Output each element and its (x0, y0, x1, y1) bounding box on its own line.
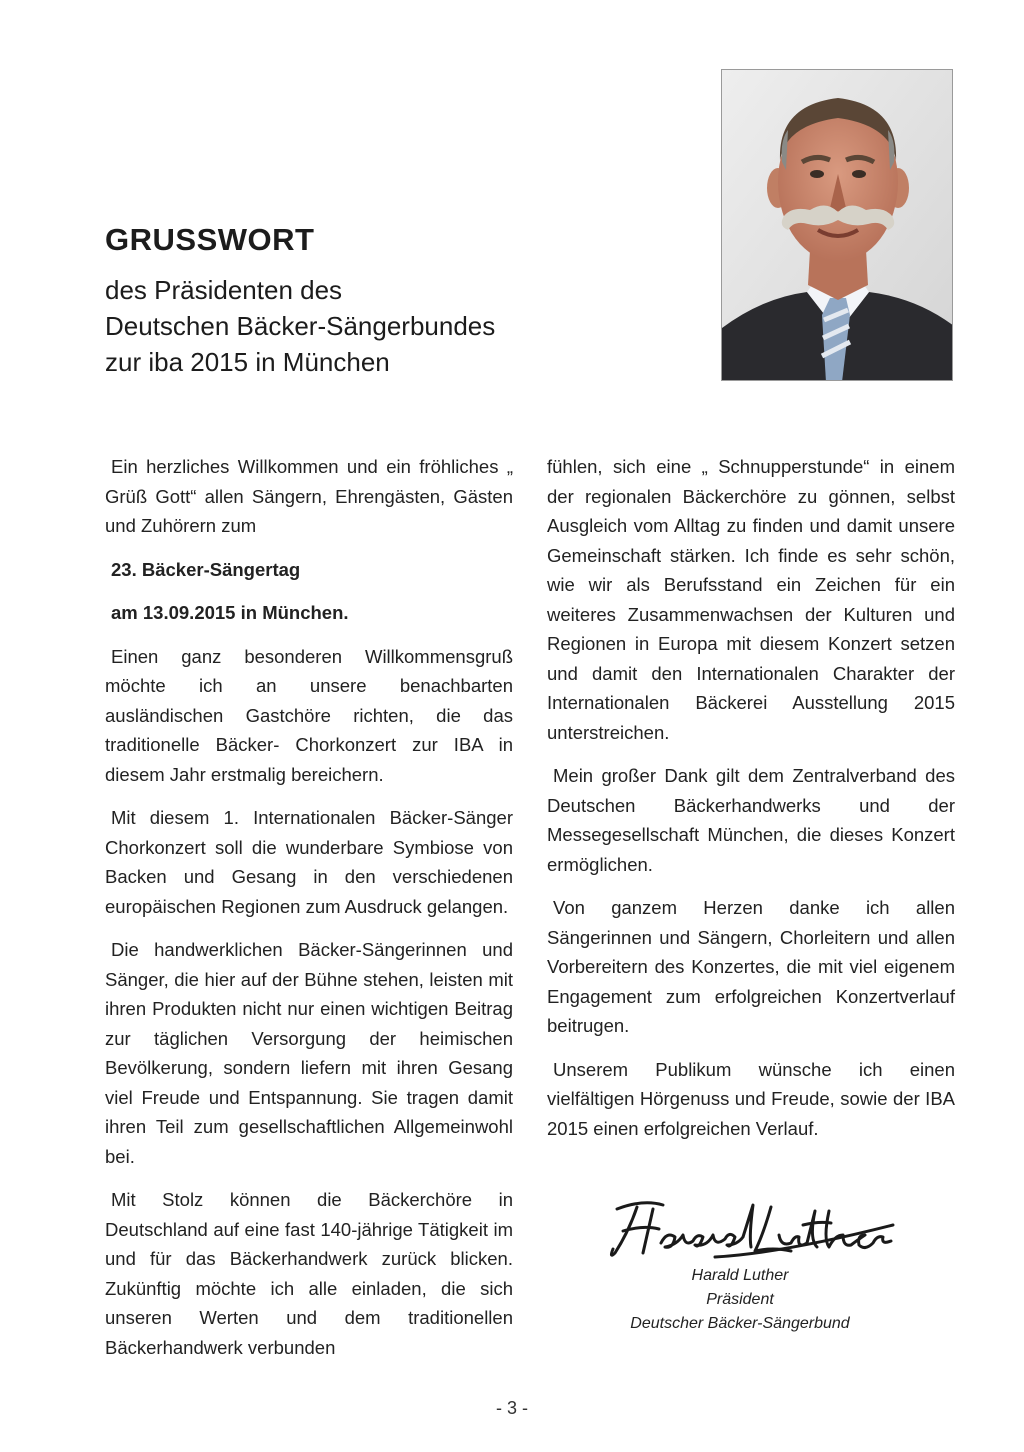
paragraph: Von ganzem Herzen danke ich allen Sängerinnen und Sängern, Chorleitern und allen Vorbereitern des Konzertes, die mit viel eigenem Engagement zum erfolgreichen Konzertverlauf beitrugen. (547, 897, 955, 1036)
portrait-photo (721, 69, 953, 381)
subtitle-line: des Präsidenten des (105, 275, 343, 305)
right-column (547, 452, 955, 1157)
signer-organization: Deutscher Bäcker-Sängerbund (630, 1315, 850, 1332)
paragraph-intro: Ein herzliches Willkommen und ein fröhliches „ Grüß Gott“ allen Sängern, Ehrengästen, Gästen und Zuhörern zum (105, 456, 513, 536)
paragraph: Mein großer Dank gilt dem Zentralverband des Deutschen Bäckerhandwerks und der Messegesellschaft München, die dieses Konzert ermöglichen. (547, 765, 955, 875)
paragraph: Die handwerklichen Bäcker-Sängerinnen und Sänger, die hier auf der Bühne stehen, leisten mit ihren Produkten nicht nur einen wichtigen Beitrag zur täglichen Versorgung der heimischen Bevölkerung, sondern liefern mit ihren Gesang viel Freude und Entspannung. Sie tragen damit ihren Teil zum gesellschaftlichen Allgemeinwohl bei. (105, 939, 513, 1167)
page-number: - 3 - (495, 1398, 528, 1418)
paragraph-continued: fühlen, sich eine „ Schnupperstunde“ in einem der regionalen Bäckerchöre zu gönnen, selbst Ausgleich vom Alltag zu finden und damit unsere Gemeinschaft stärken. Ich finde es sehr schön, wie wir als Berufsstand ein Zeichen für ein weiteres Zusammenwachsen der Kulturen und Regionen in Europa mit diesem Konzert setzen und damit den Internationalen Charakter der Internationalen Bäckerei Ausstellung 2015 unterstreichen. (547, 456, 955, 743)
signer-name: Harald Luther (691, 1267, 789, 1284)
paragraph: Unserem Publikum wünsche ich einen vielfältigen Hörgenuss und Freude, sowie der IBA 2015 einen erfolgreichen Verlauf. (547, 1058, 955, 1139)
paragraph: Einen ganz besonderen Willkommensgruß möchte ich an unsere benachbarten ausländischen Gastchöre richten, die das traditionelle Bäcker- Chorkonzert zur IBA in diesem Jahr erstmalig bereichern. (105, 645, 513, 785)
event-date-location: am 13.09.2015 in München. (111, 602, 349, 623)
paragraph: Mit diesem 1. Internationalen Bäcker-Sänger Chorkonzert soll die wunderbare Symbiose von Backen und Gesang in den verschiedenen europäischen Regionen zum Ausdruck gelangen. (105, 807, 513, 917)
left-column (105, 452, 513, 1376)
signature-block (560, 1264, 920, 1336)
signer-role: Präsident (706, 1291, 774, 1308)
portrait-illustration-icon (722, 70, 953, 381)
handwritten-signature (603, 1195, 913, 1267)
paragraph: Mit Stolz können die Bäckerchöre in Deutschland auf eine fast 140-jährige Tätigkeit im und für das Bäckerhandwerk zurück blicken. Zukünftig möchte ich alle einladen, die sich unseren Werten und dem traditionellen Bäckerhandwerk verbunden (105, 1189, 513, 1358)
event-title: 23. Bäcker-Sängertag (111, 558, 301, 580)
subtitle-line: zur iba 2015 in München (105, 347, 390, 377)
subtitle-line: Deutschen Bäcker-Sängerbundes (105, 311, 496, 341)
page-subtitle (105, 272, 625, 380)
event-callout (105, 555, 513, 628)
page-title: GRUSSWORT (105, 222, 315, 257)
signature-icon (603, 1195, 913, 1267)
